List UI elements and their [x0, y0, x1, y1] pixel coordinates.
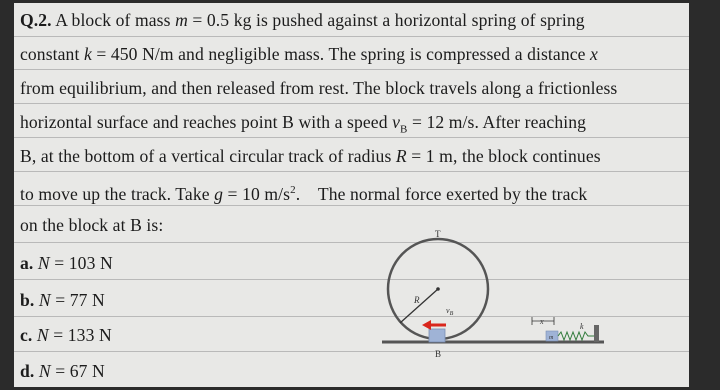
- wall: [594, 325, 599, 342]
- compression-label: x: [540, 317, 544, 326]
- question-line-7: on the block at B is:: [20, 215, 164, 235]
- question-number: Q.2.: [20, 10, 52, 30]
- question-line-6: to move up the track. Take g = 10 $m/s^2$. The normal force exerted by the track: [20, 183, 588, 204]
- loop-track-diagram: [382, 225, 604, 365]
- question-line-2: constant k = 450 N/m and negligible mass. The spring is compressed a distance x: [20, 44, 598, 64]
- bottom-point-label: B: [435, 349, 442, 359]
- rule-line: [14, 103, 689, 104]
- spring: [558, 332, 594, 340]
- option-a[interactable]: a. N = 103 N: [20, 253, 113, 273]
- velocity-arrowhead: [422, 320, 431, 330]
- center-point: [436, 287, 440, 291]
- block-at-b: [429, 329, 445, 342]
- option-c[interactable]: c. N = 133 N: [20, 325, 112, 345]
- option-b[interactable]: b. N = 77 N: [20, 290, 105, 310]
- mass-label: m: [549, 335, 554, 341]
- option-d[interactable]: d. N = 67 N: [20, 361, 105, 381]
- radius-label: R: [414, 295, 420, 305]
- rule-line: [14, 171, 689, 172]
- rule-line: [14, 69, 689, 70]
- question-line-3: from equilibrium, and then released from rest. The block travels along a frictionless: [20, 78, 618, 98]
- rule-line: [14, 205, 689, 206]
- question-line-5: B, at the bottom of a vertical circular track of radius R = 1 m, the block continues: [20, 146, 601, 166]
- top-point-label: T: [435, 229, 441, 239]
- question-card: [14, 3, 689, 387]
- question-line-4: horizontal surface and reaches point B with a speed $v_B = 12$ m/s. After reaching: [20, 112, 586, 136]
- rule-line: [14, 36, 689, 37]
- question-line-1: Q.2. A block of mass m = 0.5 kg is pushed against a horizontal spring of spring: [20, 10, 585, 30]
- spring-constant-label: k: [580, 322, 584, 331]
- velocity-label: $v_B$: [446, 306, 454, 317]
